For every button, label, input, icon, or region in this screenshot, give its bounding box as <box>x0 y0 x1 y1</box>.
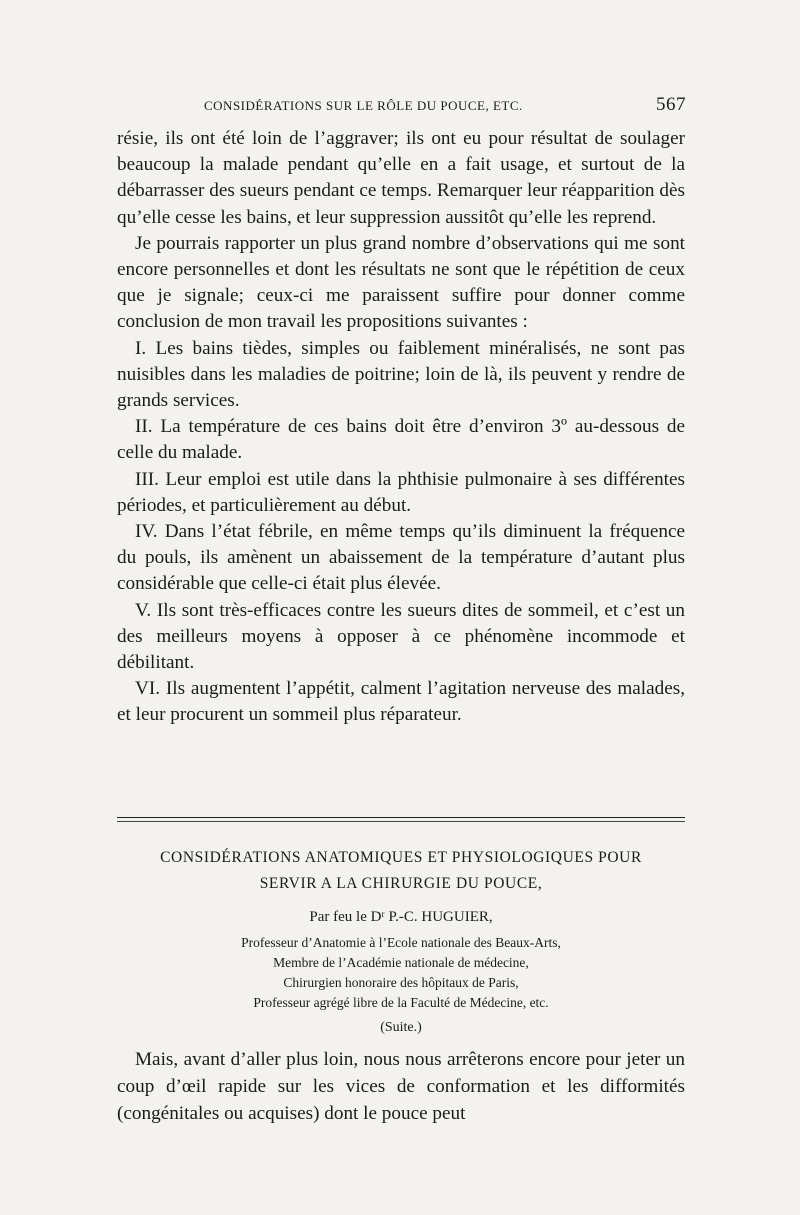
author-affiliations <box>117 933 685 1013</box>
article-author: Par feu le Dʳ P.-C. HUGUIER, <box>309 909 493 925</box>
opening-paragraph: Mais, avant d’aller plus loin, nous nous arrêterons encore pour jeter un coup d’œil rapide sur les vices de conformation et les difformités (congénitales ou acquises) dont le pouce peut <box>117 1049 685 1124</box>
affiliation-line: Professeur agrégé libre de la Faculté de Médecine, etc. <box>253 995 549 1010</box>
article-title <box>117 845 685 897</box>
proposition-6: VI. Ils augmentent l’appétit, calment l’agitation nerveuse des malades, et leur procurent un sommeil plus réparateur. <box>117 678 685 726</box>
section-divider <box>117 817 685 822</box>
affiliation-line: Membre de l’Académie nationale de médecine, <box>273 955 529 970</box>
article-title-line-2: SERVIR A LA CHIRURGIE DU POUCE, <box>259 875 543 892</box>
article-title-line-1: CONSIDÉRATIONS ANATOMIQUES ET PHYSIOLOGIQUES POUR <box>160 849 642 866</box>
article-opening <box>117 1046 685 1127</box>
running-head-title: CONSIDÉRATIONS SUR LE RÔLE DU POUCE, ETC. <box>204 98 523 113</box>
suite-label: (Suite.) <box>380 1020 422 1035</box>
paragraph-continuation: résie, ils ont été loin de l’aggraver; ils ont eu pour résultat de soulager beaucoup la malade pendant qu’elle en a fait usage, et surtout de la débarrasser des sueurs pendant ce temps. Remarquer leur réapparition dès qu’elle cesse les bains, et leur suppression aussitôt qu’elle les reprend. <box>117 128 685 228</box>
body-text <box>117 126 685 729</box>
proposition-1: I. Les bains tièdes, simples ou faiblement minéralisés, ne sont pas nuisibles dans les maladies de poitrine; loin de là, ils peuvent y rendre de grands services. <box>117 337 685 412</box>
page-number: 567 <box>656 94 686 115</box>
affiliation-line: Chirurgien honoraire des hôpitaux de Paris, <box>283 975 519 990</box>
proposition-5: V. Ils sont très-efficaces contre les sueurs dites de sommeil, et c’est un des meilleurs moyens à opposer à ce phénomène incommode et débilitant. <box>117 599 685 674</box>
proposition-4: IV. Dans l’état fébrile, en même temps qu’ils diminuent la fréquence du pouls, ils amènent un abaissement de la température d’autant plus considérable que celle-ci était plus élevée. <box>117 521 685 595</box>
affiliation-line: Professeur d’Anatomie à l’Ecole nationale des Beaux-Arts, <box>241 935 561 950</box>
proposition-2: II. La température de ces bains doit être d’environ 3º au-dessous de celle du malade. <box>117 416 685 464</box>
paragraph-observations: Je pourrais rapporter un plus grand nombre d’observations qui me sont encore personnelles et dont les résultats ne sont que le répétition de ceux que je signale; ceux-ci me paraissent suffire pour donner comme conclusion de mon travail les propositions suivantes : <box>117 232 685 333</box>
proposition-3: III. Leur emploi est utile dans la phthisie pulmonaire à ses différentes périodes, et particulièrement au début. <box>117 468 685 516</box>
